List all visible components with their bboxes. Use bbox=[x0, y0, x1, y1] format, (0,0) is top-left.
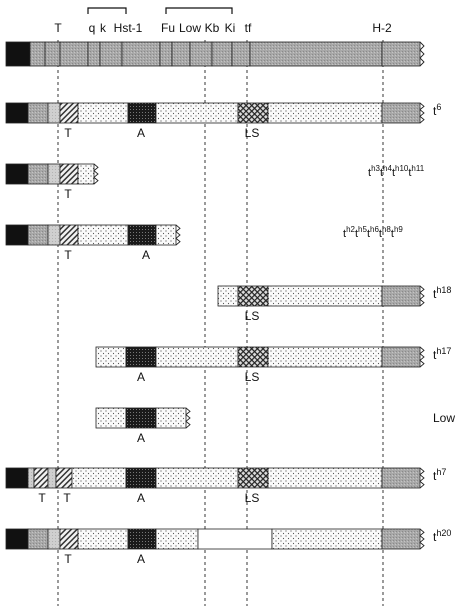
segment-dots bbox=[156, 225, 176, 245]
locus-header bbox=[54, 8, 392, 35]
segment-grey bbox=[190, 42, 212, 66]
marker-label: A bbox=[136, 491, 146, 505]
locus-label-q: q bbox=[88, 21, 96, 35]
segment-dots bbox=[156, 103, 238, 123]
chromosome-t2 bbox=[6, 225, 186, 262]
haplotype-name: $t^{h20}$ bbox=[433, 528, 452, 544]
segment-grey bbox=[382, 347, 420, 367]
break-mask bbox=[420, 286, 430, 306]
segment-dots bbox=[96, 408, 126, 428]
segment-black bbox=[6, 164, 28, 184]
segment-darkdots bbox=[126, 347, 156, 367]
segment-hatch bbox=[34, 468, 48, 488]
segment-dots bbox=[78, 103, 128, 123]
locus-label-k: k bbox=[100, 21, 106, 35]
marker-label: A bbox=[136, 552, 146, 566]
segment-grey bbox=[382, 103, 420, 123]
segment-white bbox=[198, 529, 272, 549]
segment-grey bbox=[382, 468, 420, 488]
segment-dots bbox=[268, 103, 382, 123]
locus-label-hst1: Hst-1 bbox=[113, 21, 143, 35]
segment-cross bbox=[238, 286, 268, 306]
segment-hatch bbox=[60, 529, 78, 549]
break-zigzag bbox=[94, 164, 98, 184]
break-zigzag bbox=[420, 103, 424, 123]
haplotype-name: Low bbox=[433, 411, 456, 425]
break-zigzag bbox=[420, 42, 424, 66]
break-mask bbox=[94, 164, 104, 184]
segment-dots bbox=[96, 347, 126, 367]
segment-hatch bbox=[60, 103, 78, 123]
locus-label-kb: Kb bbox=[204, 21, 220, 35]
bracket-fu-ki bbox=[166, 8, 232, 14]
locus-label-ki: Ki bbox=[224, 21, 236, 35]
chromosome-th17 bbox=[96, 347, 430, 384]
segment-light bbox=[28, 468, 34, 488]
break-zigzag bbox=[176, 225, 180, 245]
haplotype-name: $t^{h7}$ bbox=[433, 467, 447, 483]
break-zigzag bbox=[420, 347, 424, 367]
segment-dots bbox=[156, 468, 238, 488]
marker-label: T bbox=[64, 187, 72, 201]
marker-label: A bbox=[136, 431, 146, 445]
segment-grey bbox=[250, 42, 382, 66]
segment-dots bbox=[272, 529, 382, 549]
segment-black bbox=[6, 225, 28, 245]
chromosome-th7 bbox=[6, 468, 430, 505]
segment-darkdots bbox=[128, 225, 156, 245]
segment-grey bbox=[212, 42, 232, 66]
break-mask bbox=[420, 103, 430, 123]
segment-dots bbox=[78, 225, 128, 245]
segment-grey bbox=[122, 42, 160, 66]
segment-black bbox=[6, 103, 28, 123]
chromosome-th18 bbox=[218, 286, 430, 323]
segment-dots bbox=[268, 347, 382, 367]
break-zigzag bbox=[420, 286, 424, 306]
segment-light bbox=[48, 468, 56, 488]
segment-dots bbox=[156, 408, 186, 428]
break-zigzag bbox=[186, 408, 190, 428]
marker-label: T bbox=[38, 491, 46, 505]
segment-grey bbox=[100, 42, 122, 66]
segment-grey bbox=[28, 164, 48, 184]
marker-label: A bbox=[141, 248, 151, 262]
segment-grey bbox=[60, 42, 88, 66]
locus-label-t: T bbox=[54, 21, 62, 35]
segment-grey bbox=[160, 42, 172, 66]
segment-grey bbox=[382, 529, 420, 549]
segment-darkdots bbox=[126, 468, 156, 488]
segment-darkdots bbox=[128, 529, 156, 549]
break-mask bbox=[186, 408, 196, 428]
guide-lines bbox=[58, 40, 383, 606]
marker-label: T bbox=[63, 491, 71, 505]
break-mask bbox=[420, 529, 430, 549]
chromosome-t3 bbox=[6, 164, 104, 201]
segment-light bbox=[48, 225, 60, 245]
haplotype-name-group: $t^{h2}t^{h5}t^{h6}t^{h8}t^{h9}$ bbox=[343, 225, 403, 240]
segment-grey bbox=[28, 103, 48, 123]
segment-grey bbox=[382, 286, 420, 306]
locus-label-fu: Fu bbox=[160, 21, 176, 35]
segment-darkdots bbox=[128, 103, 156, 123]
segment-black bbox=[6, 468, 28, 488]
segment-light bbox=[48, 164, 60, 184]
marker-label: LS bbox=[244, 309, 260, 323]
marker-label: A bbox=[136, 370, 146, 384]
segment-grey bbox=[30, 42, 45, 66]
marker-label: T bbox=[64, 126, 72, 140]
marker-label: LS bbox=[244, 491, 260, 505]
break-mask bbox=[420, 347, 430, 367]
segment-grey bbox=[28, 225, 48, 245]
segment-cross bbox=[238, 103, 268, 123]
chromosome-t6 bbox=[6, 103, 430, 140]
marker-label: T bbox=[64, 248, 72, 262]
segment-grey bbox=[45, 42, 60, 66]
haplotype-name-group: $t^{h3}t^{h4}t^{h10}t^{h11}$ bbox=[368, 164, 425, 179]
marker-label: LS bbox=[244, 370, 260, 384]
chromosome-th20 bbox=[6, 529, 430, 566]
marker-label: LS bbox=[244, 126, 260, 140]
haplotype-name: $t^6$ bbox=[433, 102, 442, 118]
break-mask bbox=[420, 468, 430, 488]
segment-dots bbox=[72, 468, 126, 488]
segment-cross bbox=[238, 347, 268, 367]
segment-black bbox=[6, 42, 30, 66]
segment-grey bbox=[172, 42, 190, 66]
segment-hatch bbox=[56, 468, 72, 488]
marker-label: A bbox=[136, 126, 146, 140]
segment-dots bbox=[268, 468, 382, 488]
marker-label: T bbox=[64, 552, 72, 566]
break-zigzag bbox=[420, 529, 424, 549]
segment-hatch bbox=[60, 225, 78, 245]
locus-label-tf: tf bbox=[244, 21, 252, 35]
chromosome-low bbox=[96, 408, 196, 445]
segment-light bbox=[48, 529, 60, 549]
segment-dots bbox=[78, 164, 94, 184]
segment-grey bbox=[382, 42, 420, 66]
segment-grey bbox=[88, 42, 100, 66]
segment-darkdots bbox=[126, 408, 156, 428]
segment-hatch bbox=[60, 164, 78, 184]
segment-cross bbox=[238, 468, 268, 488]
segment-grey bbox=[28, 529, 48, 549]
break-mask bbox=[176, 225, 186, 245]
locus-label-low: Low bbox=[178, 21, 202, 35]
segment-light bbox=[48, 103, 60, 123]
chromosome-bars bbox=[6, 42, 430, 566]
segment-grey bbox=[232, 42, 250, 66]
segment-dots bbox=[218, 286, 238, 306]
segment-dots bbox=[156, 347, 238, 367]
haplotype-name: $t^{h17}$ bbox=[433, 346, 452, 362]
segment-black bbox=[6, 529, 28, 549]
chromosome-wildtype bbox=[6, 42, 430, 66]
break-zigzag bbox=[420, 468, 424, 488]
bracket-q-hst1 bbox=[88, 8, 126, 14]
segment-dots bbox=[156, 529, 198, 549]
locus-label-h2: H-2 bbox=[372, 21, 392, 35]
haplotype-name: $t^{h18}$ bbox=[433, 285, 452, 301]
segment-dots bbox=[268, 286, 382, 306]
break-mask bbox=[420, 42, 430, 66]
segment-dots bbox=[78, 529, 128, 549]
